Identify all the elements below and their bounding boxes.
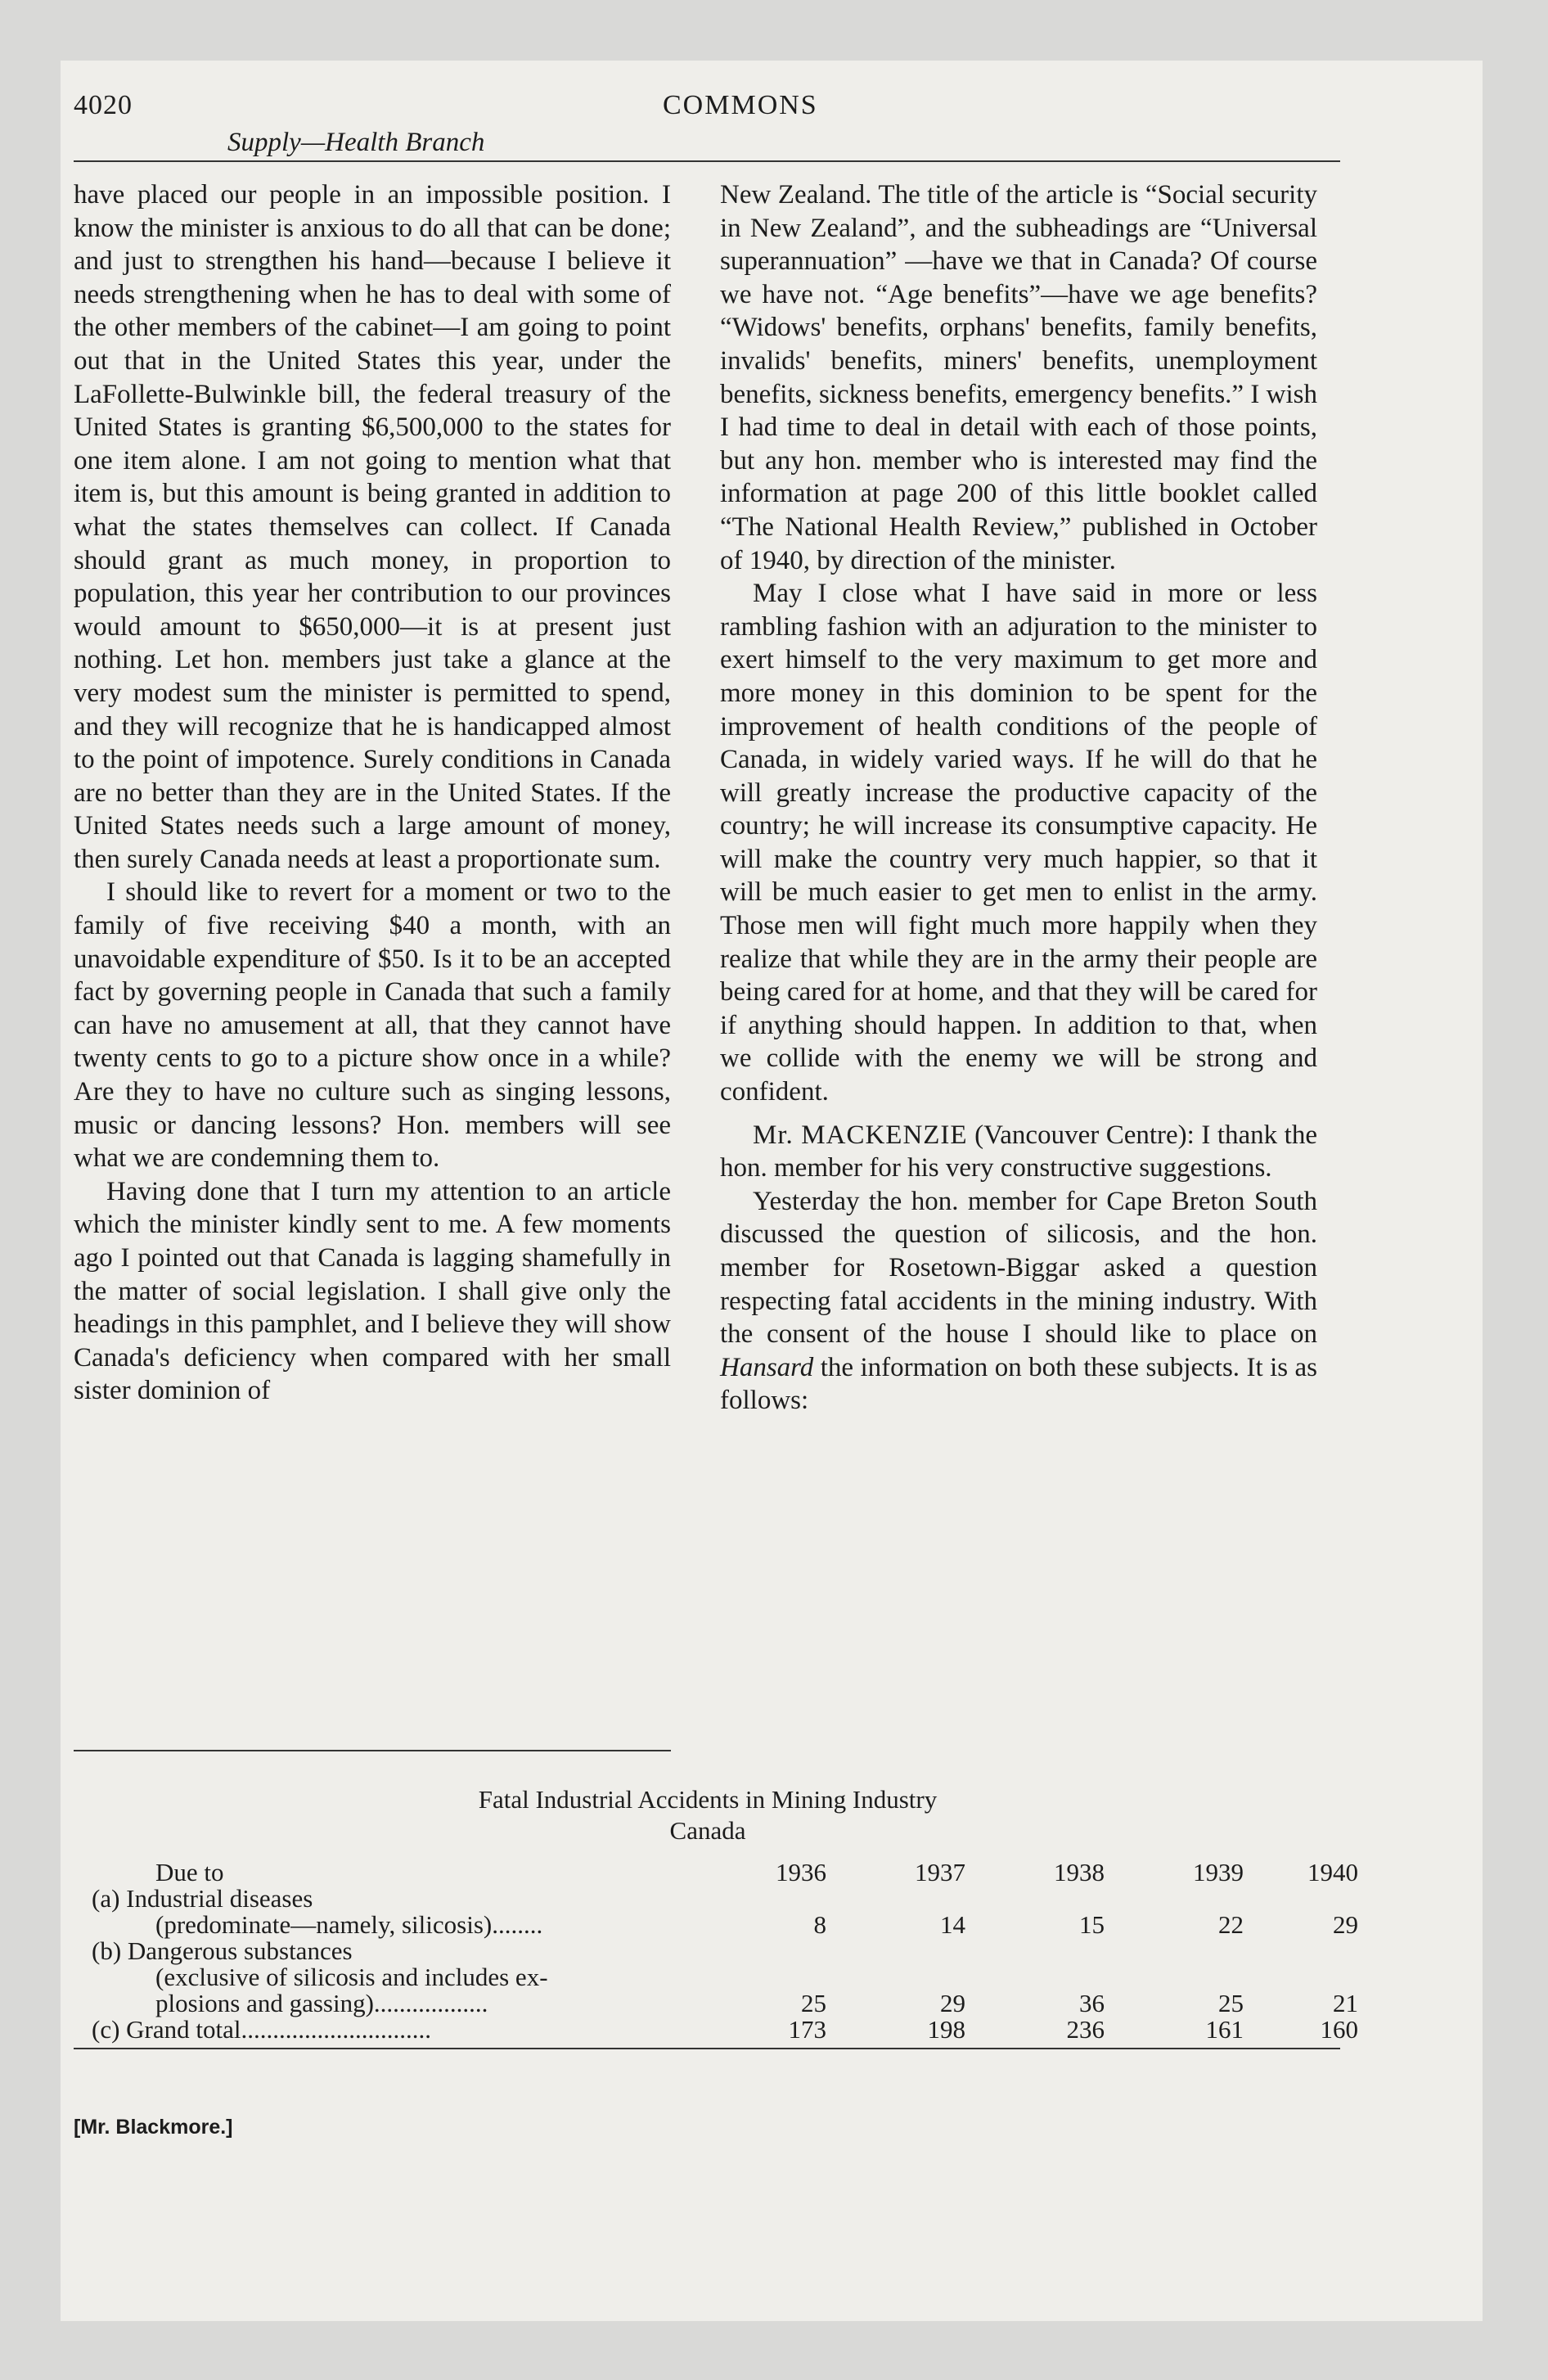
footer-speaker-note: [Mr. Blackmore.] (74, 2116, 233, 2139)
left-column (74, 178, 671, 1408)
table-cell: 161 (1205, 2015, 1244, 2044)
table-cell: 22 (1218, 1910, 1244, 1939)
row-label: (exclusive of silicosis and includes ex- (155, 1963, 548, 1991)
paragraph: I should like to revert for a moment or two to the family of five receiving $40 a month, with an unavoidable expenditure of $50. Is it to be an accepted fact by governing people in Canada that such a family can have no amusement at all, that they cannot have twenty cents to go to a picture show once in a while? Are they to have no culture such as singing lessons, music or dancing lessons? Hon. members will see what we are condemning them to. (74, 877, 671, 1174)
speaker-name: Mr. MACKENZIE (753, 1120, 968, 1150)
table-title: Fatal Industrial Accidents in Mining Industry (478, 1785, 938, 1814)
year-header: 1937 (915, 1858, 965, 1886)
table-cell: 29 (1333, 1910, 1358, 1939)
row-label: (predominate—namely, silicosis)........ (155, 1910, 543, 1939)
paragraph: have placed our people in an impossible position. I know the minister is anxious to do all that can be done; and just to strengthen his hand—because I believe it needs strengthening when he has to deal with some of the other members of the cabinet—I am going to point out that in the United States this year, under the LaFollette-Bulwinkle bill, the federal treasury of the United States is granting $6,500,000 to the states for one item alone. I am not going to mention what that item is, but this amount is being granted in addition to what the states themselves can collect. If Canada should grant as much money, in proportion to population, this year her contribution to our provinces would amount to $650,000—it is at present just nothing. Let hon. members just take a glance at the very modest sum the minister is permitted to spend, and they will recognize that he is handicapped almost to the point of impotence. Surely conditions in Canada are no better than they are in the United States. If the United States needs such a large amount of money, then surely Canada needs at least a proportionate sum. (74, 180, 671, 874)
paragraph: May I close what I have said in more or less rambling fashion with an adjuration to the minister to exert himself to the very maximum to get more and more money in this dominion to be spent for the improvement of health conditions of the people of Canada, in widely varied ways. If he will do that he will greatly increase the productive capacity of the country; he will increase its consumptive capacity. He will make the country very much happier, so that it will be much easier to get men to enlist in the army. Those men will fight much more happily when they realize that while they are in the army their people are being cared for at home, and that they will be cared for if anything should happen. In addition to that, when we collide with the enemy we will be strong and confident. (720, 579, 1317, 1107)
table-cell: 29 (940, 1989, 965, 2017)
row-label: (a) Industrial diseases (92, 1884, 313, 1913)
table-cell: 8 (813, 1910, 826, 1939)
row-label: plosions and gassing).................. (155, 1989, 488, 2017)
table-cell: 36 (1079, 1989, 1105, 2017)
table-cell: 160 (1320, 2015, 1358, 2044)
section-title: Supply—Health Branch (227, 128, 485, 157)
hansard-italic: Hansard (720, 1352, 814, 1382)
table-cell: 25 (1218, 1989, 1244, 2017)
paragraph: New Zealand. The title of the article is “Social security in New Zealand”, and the subheadings are “Universal superannuation” —have we that in Canada? Of course we have not. “Age benefits”—have we age benefits? “Widows' benefits, orphans' benefits, family benefits, invalids' benefits, miners' benefits, unemployment benefits, sickness benefits, emergency benefits.” I wish I had time to deal in detail with each of those points, but any hon. member who is interested may find the information at page 200 of this little booklet called “The National Health Review,” published in October of 1940, by direction of the minister. (720, 180, 1317, 575)
column-end-rule (74, 1750, 671, 1751)
right-column (720, 178, 1317, 1418)
accidents-table (74, 1784, 1358, 2044)
table-cell: 21 (1333, 1989, 1358, 2017)
table-cell: 14 (940, 1910, 965, 1939)
row-label: (c) Grand total.............................. (92, 2015, 431, 2044)
journal-title: COMMONS (663, 90, 818, 120)
speaker-text: (Vancouver Centre): I thank the hon. member for his very constructive suggestions. (720, 1120, 1317, 1183)
header-label: Due to (155, 1858, 224, 1886)
table-cell: 236 (1066, 2015, 1105, 2044)
speaker-paragraph (720, 1119, 1317, 1185)
year-header: 1939 (1193, 1858, 1244, 1886)
year-header: 1940 (1307, 1858, 1358, 1886)
page-number: 4020 (74, 90, 133, 120)
paragraph (720, 1185, 1317, 1418)
paragraph: Having done that I turn my attention to an article which the minister kindly sent to me. A few moments ago I pointed out that Canada is lagging shamefully in the matter of social legislation. I shall give only the headings in this pamphlet, and I believe they will show Canada's deficiency when compared with her small sister dominion of (74, 1176, 671, 1406)
paragraph-text: the information on both these subjects. It is as follows: (720, 1352, 1317, 1416)
table-bottom-rule (74, 2048, 1340, 2049)
year-header: 1938 (1054, 1858, 1105, 1886)
table-cell: 25 (801, 1989, 826, 2017)
table-cell: 198 (927, 2015, 965, 2044)
table-cell: 173 (788, 2015, 826, 2044)
paragraph-text: Yesterday the hon. member for Cape Breton South discussed the question of silicosis, and the hon. member for Rosetown-Biggar asked a question respecting fatal accidents in the mining industry. With the consent of the house I should like to place on (720, 1186, 1317, 1350)
header-rule (74, 160, 1340, 162)
year-header: 1936 (776, 1858, 826, 1886)
table-cell: 15 (1079, 1910, 1105, 1939)
table-subtitle: Canada (669, 1816, 746, 1845)
row-label: (b) Dangerous substances (92, 1936, 353, 1965)
